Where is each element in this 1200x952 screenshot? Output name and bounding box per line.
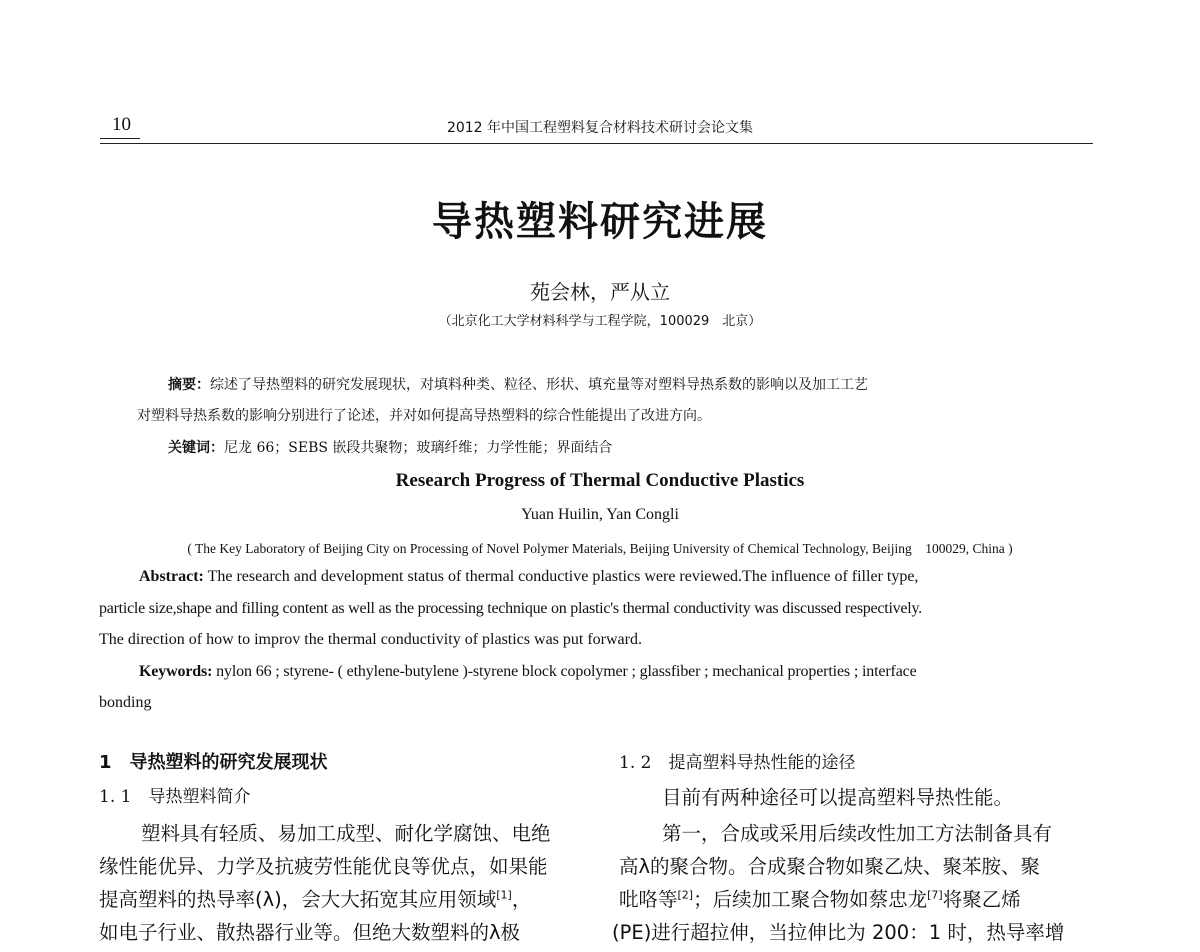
section-1-heading: 1 导热塑料的研究发展现状 <box>99 752 328 773</box>
left-para-line3 <box>99 884 531 912</box>
page-number-underline <box>100 138 140 139</box>
right-para2-line3-b: ；后续加工聚合物如蔡忠龙 <box>693 888 928 911</box>
right-para2-line3-c: 将聚乙烯 <box>942 888 1021 911</box>
english-abstract-label: Abstract: <box>139 568 204 585</box>
english-keywords-text1: nylon 66 ; styrene- ( ethylene-butylene )-styrene block copolymer ; glassfiber ; mechanical properties ; interface <box>216 663 917 680</box>
left-para-line4: 如电子行业、散热器行业等。但绝大数塑料的λ极 <box>99 921 521 944</box>
abstract-cn-text: 综述了导热塑料的研究发展现状，对填料种类、粒径、形状、填充量等对塑料导热系数的影响以及加工工艺 <box>210 377 868 393</box>
page-number: 10 <box>112 114 131 135</box>
subsection-1-2-heading: 1. 2 提高塑料导热性能的途径 <box>619 753 856 773</box>
right-para2-line3-a: 吡咯等 <box>619 888 678 911</box>
header-rule <box>100 143 1093 144</box>
abstract-cn-line2: 对塑料导热系数的影响分别进行了论述，并对如何提高导热塑料的综合性能提出了改进方向。 <box>137 408 711 424</box>
english-affiliation: ( The Key Laboratory of Beijing City on Processing of Novel Polymer Materials, Beijing University of Chemical Technology, Beijing 100029, China ) <box>187 541 1013 556</box>
english-keywords-label: Keywords: <box>139 663 213 680</box>
left-para-line1: 塑料具有轻质、易加工成型、耐化学腐蚀、电绝 <box>141 822 551 845</box>
right-para2-line3 <box>619 884 1021 912</box>
english-title: Research Progress of Thermal Conductive Plastics <box>395 470 805 491</box>
keywords-cn-label: 关键词： <box>168 440 224 456</box>
english-keywords-line1 <box>139 663 917 681</box>
right-para1: 目前有两种途径可以提高塑料导热性能。 <box>662 786 1014 809</box>
keywords-cn <box>168 437 612 457</box>
keywords-cn-text: 尼龙 66；SEBS 嵌段共聚物；玻璃纤维；力学性能；界面结合 <box>224 440 613 456</box>
subsection-1-1-heading: 1. 1 导热塑料简介 <box>99 787 251 807</box>
abstract-cn-line1 <box>168 374 868 394</box>
right-para2-line4: (PE)进行超拉伸，当拉伸比为 200：1 时，热导率增 <box>612 921 1065 944</box>
english-authors: Yuan Huilin, Yan Congli <box>521 506 679 523</box>
left-para-line2: 缘性能优异、力学及抗疲劳性能优良等优点，如果能 <box>99 855 548 878</box>
english-abstract-text1: The research and development status of thermal conductive plastics were reviewed.The influence of filler type, <box>207 568 919 585</box>
english-abstract-line1 <box>139 568 918 586</box>
english-abstract-line3: The direction of how to improv the thermal conductivity of plastics was put forward. <box>99 631 642 648</box>
left-para-line3-comma: ， <box>511 888 532 911</box>
citation-7: [7] <box>927 888 943 902</box>
citation-1: [1] <box>496 888 512 902</box>
citation-2: [2] <box>677 888 694 902</box>
authors: 苑会林，严从立 <box>530 280 670 304</box>
left-para-line3-text: 提高塑料的热导率(λ)，会大大拓宽其应用领域 <box>99 888 497 911</box>
running-title: 2012 年中国工程塑料复合材料技术研讨会论文集 <box>446 120 754 136</box>
english-abstract-line2: particle size,shape and filling content as well as the processing technique on plastic's thermal conductivity was discussed respectively. <box>99 600 922 617</box>
paper-title: 导热塑料研究进展 <box>432 199 768 245</box>
abstract-cn-label: 摘要： <box>168 377 210 393</box>
right-para2-line1: 第一，合成或采用后续改性加工方法制备具有 <box>662 822 1053 845</box>
right-para2-line2: 高λ的聚合物。合成聚合物如聚乙炔、聚苯胺、聚 <box>619 855 1041 878</box>
affiliation: （北京化工大学材料科学与工程学院，100029 北京） <box>438 314 762 329</box>
english-keywords-line2: bonding <box>99 694 152 711</box>
